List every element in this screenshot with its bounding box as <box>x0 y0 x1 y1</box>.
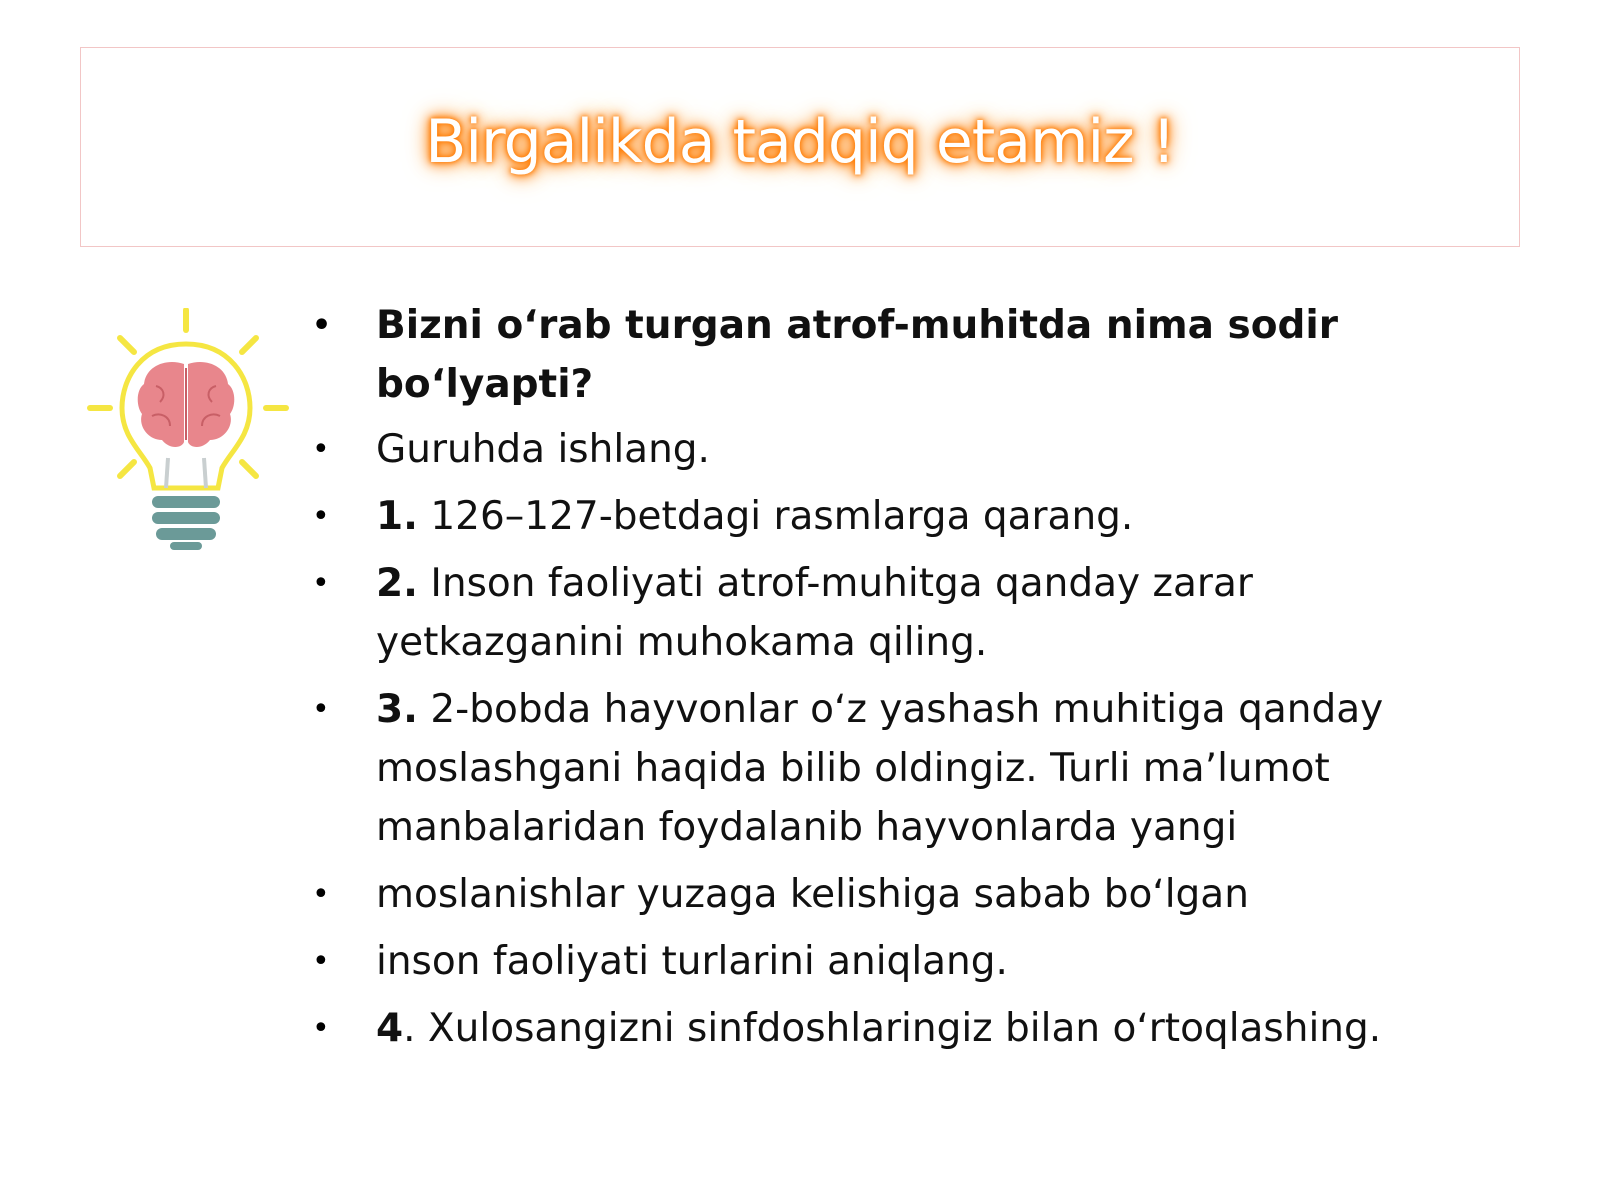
list-item-number: 3. <box>376 687 418 732</box>
list-item <box>312 554 1512 672</box>
list-item <box>312 932 1512 991</box>
bullet-icon: • <box>312 432 330 467</box>
slide-title: Birgalikda tadqiq etamiz ! <box>425 107 1175 177</box>
list-item-text: . Xulosangizni sinfdoshlaringiz bilan o‘rtoqlashing. <box>403 1006 1382 1051</box>
list-item <box>312 680 1512 857</box>
list-item <box>312 487 1512 546</box>
list-item-text: 2-bobda hayvonlar o‘z yashash muhitiga qanday moslashgani haqida bilib oldingiz. Turli ma’lumot manbalaridan foydalanib hayvonlarda yangi <box>376 687 1384 850</box>
bullet-icon: • <box>312 1011 330 1046</box>
list-item-number: 2. <box>376 561 418 606</box>
list-item <box>312 999 1512 1058</box>
bullet-icon: • <box>312 944 330 979</box>
list-item <box>312 865 1512 924</box>
lightbulb-brain-icon <box>86 308 294 552</box>
bullet-icon: • <box>312 499 330 534</box>
list-item <box>312 296 1512 414</box>
list-item-text: Bizni o‘rab turgan atrof-muhitda nima sodir bo‘lyapti? <box>376 303 1339 407</box>
list-item-text: Inson faoliyati atrof-muhitga qanday zarar yetkazganini muhokama qiling. <box>376 561 1253 665</box>
list-item <box>312 420 1512 479</box>
bullet-icon: • <box>312 566 330 601</box>
list-item-text: moslanishlar yuzaga kelishiga sabab bo‘lgan <box>376 872 1249 917</box>
list-item-number: 1. <box>376 494 418 539</box>
bullet-icon: • <box>312 692 330 727</box>
bullet-list <box>312 296 1512 1066</box>
list-item-text: Guruhda ishlang. <box>376 427 710 472</box>
list-item-text: 126–127-betdagi rasmlarga qarang. <box>417 494 1134 539</box>
list-item-text: inson faoliyati turlarini aniqlang. <box>376 939 1008 984</box>
bullet-icon: • <box>312 877 330 912</box>
title-box <box>80 47 1520 247</box>
list-item-number: 4 <box>376 1006 404 1051</box>
bullet-icon: • <box>312 308 332 343</box>
